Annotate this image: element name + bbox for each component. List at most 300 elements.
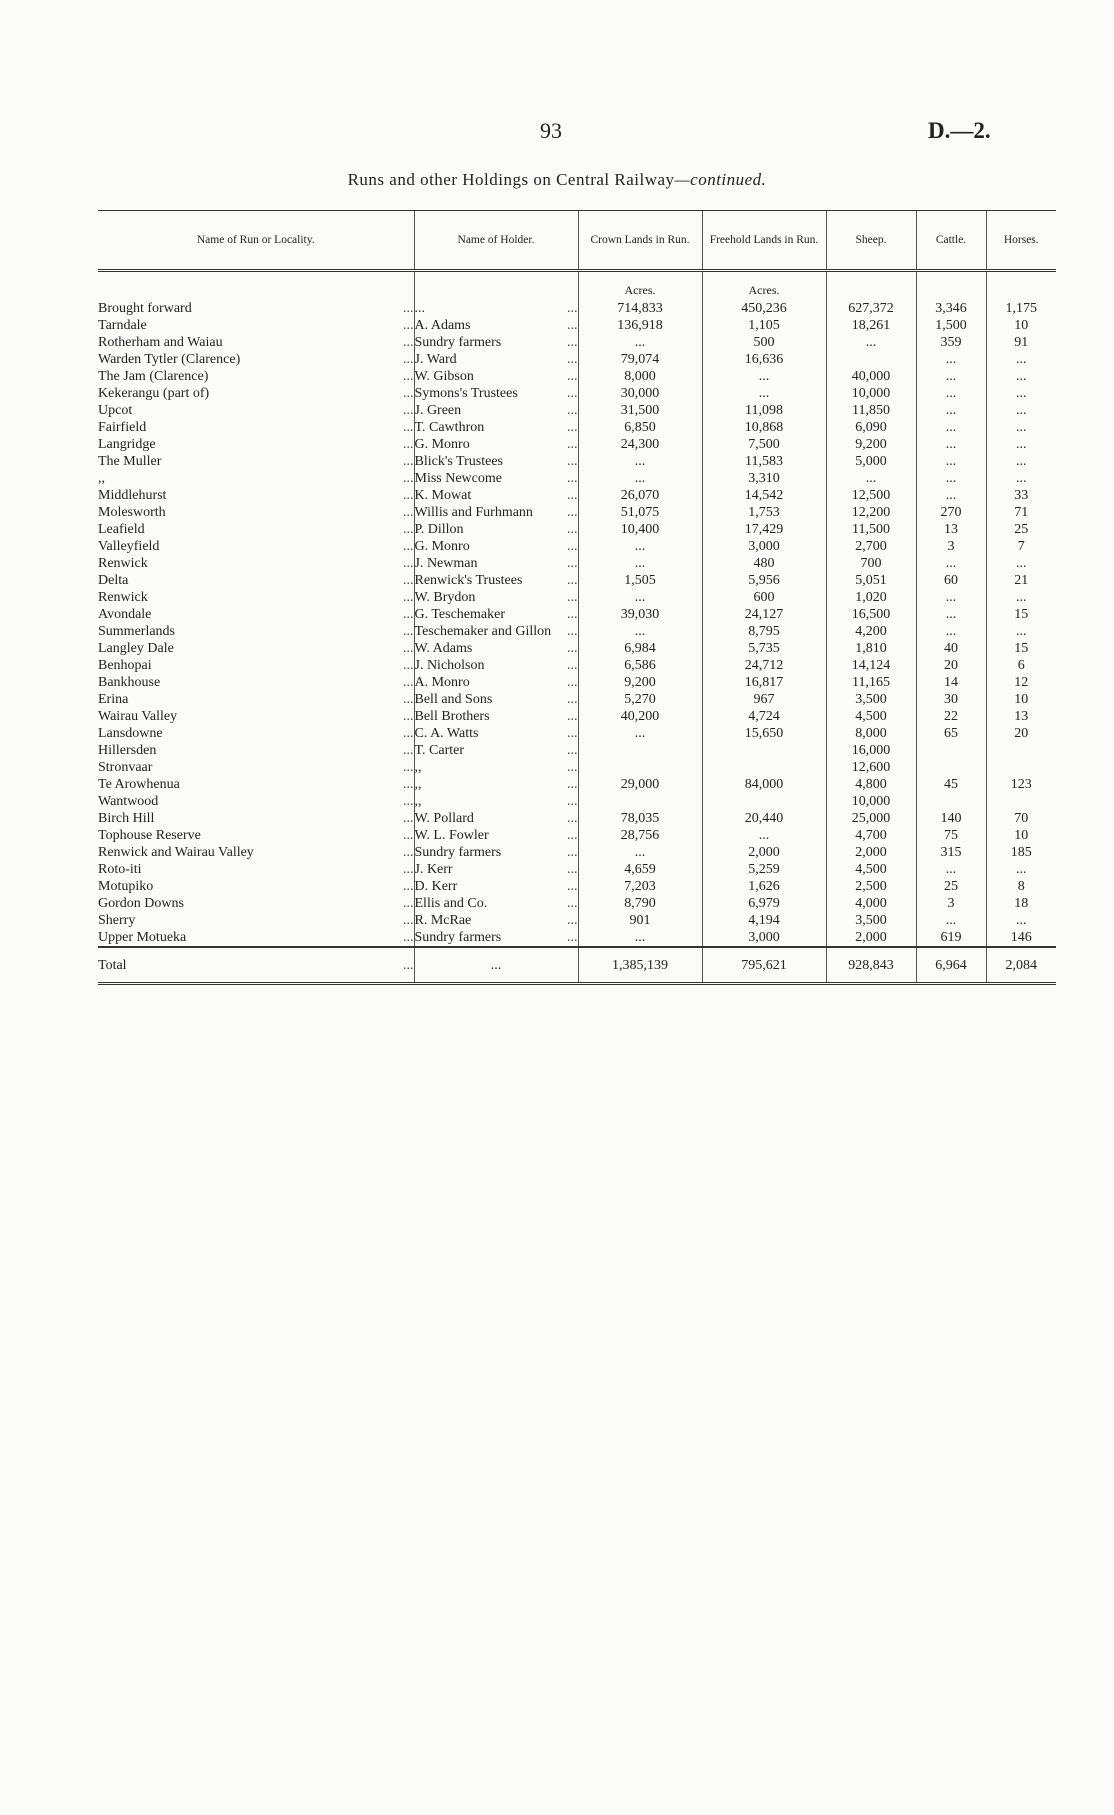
leader-dots: ... (403, 743, 414, 758)
holder-name-cell: T. Carter (414, 742, 564, 759)
freehold-lands-cell (702, 793, 826, 810)
run-name-cell: Renwick and Wairau Valley (98, 845, 254, 860)
cattle-cell: ... (916, 861, 986, 878)
crown-lands-cell: 29,000 (578, 776, 702, 793)
leader-dots: ... (567, 743, 578, 758)
total-cattle: 6,964 (916, 947, 986, 984)
horses-cell: 13 (986, 708, 1056, 725)
leader-dots: ... (567, 573, 578, 588)
run-name-cell: Warden Tytler (Clarence) (98, 352, 241, 367)
cattle-cell (916, 793, 986, 810)
crown-lands-cell (578, 759, 702, 776)
crown-lands-cell: ... (578, 725, 702, 742)
sheep-cell: 1,020 (826, 589, 916, 606)
sheep-cell: 12,600 (826, 759, 916, 776)
crown-lands-cell: 6,586 (578, 657, 702, 674)
crown-lands-cell: 79,074 (578, 351, 702, 368)
cattle-cell: ... (916, 912, 986, 929)
title-suffix: —continued. (674, 170, 767, 189)
run-name-cell: Upcot (98, 403, 133, 418)
run-name-cell: Molesworth (98, 505, 166, 520)
table-row (98, 606, 1056, 623)
table-header-row (98, 211, 1056, 271)
sheep-cell: 16,000 (826, 742, 916, 759)
leader-dots: ... (567, 454, 578, 469)
leader-dots: ... (403, 386, 414, 401)
freehold-units: Acres. (702, 271, 826, 301)
run-name-cell: Brought forward (98, 301, 192, 316)
leader-dots: ... (567, 879, 578, 894)
crown-lands-cell: ... (578, 929, 702, 947)
horses-cell: 10 (986, 317, 1056, 334)
leader-dots: ... (403, 879, 414, 894)
sheep-cell: 25,000 (826, 810, 916, 827)
leader-dots: ... (403, 301, 414, 316)
holder-name-cell: Renwick's Trustees (414, 572, 564, 589)
run-name-cell: Lansdowne (98, 726, 163, 741)
holder-name-cell: A. Monro (414, 674, 564, 691)
sheep-cell: 2,700 (826, 538, 916, 555)
leader-dots: ... (567, 369, 578, 384)
horses-cell (986, 793, 1056, 810)
cattle-cell: 3 (916, 895, 986, 912)
freehold-lands-cell: 1,753 (702, 504, 826, 521)
run-name-cell: Middlehurst (98, 488, 167, 503)
holder-name-cell: W. L. Fowler (414, 827, 564, 844)
run-name-cell: Valleyfield (98, 539, 160, 554)
sheep-cell: 4,000 (826, 895, 916, 912)
freehold-lands-cell: 17,429 (702, 521, 826, 538)
holder-name-cell: ... (414, 300, 564, 317)
leader-dots: ... (567, 811, 578, 826)
run-name-cell: Sherry (98, 913, 136, 928)
leader-dots: ... (567, 675, 578, 690)
holder-name-cell: Blick's Trustees (414, 453, 564, 470)
sheep-cell: 12,500 (826, 487, 916, 504)
horses-cell: ... (986, 623, 1056, 640)
horses-cell: 33 (986, 487, 1056, 504)
sheep-cell: ... (826, 334, 916, 351)
leader-dots: ... (567, 692, 578, 707)
run-name-cell: Avondale (98, 607, 152, 622)
horses-cell: ... (986, 453, 1056, 470)
leader-dots: ... (567, 862, 578, 877)
horses-cell: 15 (986, 606, 1056, 623)
cattle-cell: ... (916, 487, 986, 504)
leader-dots: ... (403, 522, 414, 537)
leader-dots: ... (567, 913, 578, 928)
freehold-lands-cell: 11,583 (702, 453, 826, 470)
holder-name-cell: J. Kerr (414, 861, 564, 878)
horses-cell: 6 (986, 657, 1056, 674)
table-row (98, 334, 1056, 351)
crown-lands-cell: ... (578, 538, 702, 555)
page-number: 93 (540, 118, 562, 143)
leader-dots: ... (567, 607, 578, 622)
sheep-cell: 16,500 (826, 606, 916, 623)
leader-dots: ... (567, 539, 578, 554)
leader-dots: ... (403, 794, 414, 809)
sheep-cell: 8,000 (826, 725, 916, 742)
sheep-cell: 4,500 (826, 708, 916, 725)
leader-dots: ... (567, 352, 578, 367)
holder-name-cell: J. Newman (414, 555, 564, 572)
leader-dots: ... (567, 641, 578, 656)
run-name-cell: Langley Dale (98, 641, 174, 656)
freehold-lands-cell (702, 759, 826, 776)
holder-name-cell: R. McRae (414, 912, 564, 929)
leader-dots: ... (403, 607, 414, 622)
run-name-cell: ,, (98, 471, 105, 486)
table-row (98, 759, 1056, 776)
sheep-cell: 2,500 (826, 878, 916, 895)
freehold-lands-cell: 1,626 (702, 878, 826, 895)
table-row (98, 895, 1056, 912)
cattle-cell: 359 (916, 334, 986, 351)
cattle-cell: ... (916, 589, 986, 606)
sheep-cell: 40,000 (826, 368, 916, 385)
total-horses: 2,084 (986, 947, 1056, 984)
table-row (98, 470, 1056, 487)
cattle-cell: ... (916, 436, 986, 453)
leader-dots: ... (403, 403, 414, 418)
freehold-lands-cell: 15,650 (702, 725, 826, 742)
sheep-cell: 3,500 (826, 912, 916, 929)
sheep-cell: 3,500 (826, 691, 916, 708)
crown-lands-cell: ... (578, 844, 702, 861)
cattle-cell: ... (916, 385, 986, 402)
table-row (98, 861, 1056, 878)
leader-dots: ... (403, 369, 414, 384)
cattle-cell: ... (916, 368, 986, 385)
leader-dots: ... (403, 811, 414, 826)
freehold-lands-cell: 8,795 (702, 623, 826, 640)
horses-cell: 8 (986, 878, 1056, 895)
crown-lands-cell: 51,075 (578, 504, 702, 521)
run-name-cell: Bankhouse (98, 675, 161, 690)
horses-cell: ... (986, 861, 1056, 878)
horses-cell: ... (986, 436, 1056, 453)
sheep-cell: 11,500 (826, 521, 916, 538)
cattle-cell: ... (916, 419, 986, 436)
sheep-cell: 6,090 (826, 419, 916, 436)
sheep-cell: 4,500 (826, 861, 916, 878)
freehold-lands-cell: 24,712 (702, 657, 826, 674)
horses-cell: 7 (986, 538, 1056, 555)
leader-dots: ... (403, 437, 414, 452)
run-name-cell: Kekerangu (part of) (98, 386, 210, 401)
crown-lands-cell: 1,505 (578, 572, 702, 589)
cattle-cell: 619 (916, 929, 986, 947)
freehold-lands-cell: ... (702, 827, 826, 844)
table-row (98, 572, 1056, 589)
table-row (98, 878, 1056, 895)
holder-name-cell: Symons's Trustees (414, 385, 564, 402)
leader-dots: ... (567, 505, 578, 520)
freehold-lands-cell: 6,979 (702, 895, 826, 912)
leader-dots: ... (567, 403, 578, 418)
leader-dots: ... (403, 641, 414, 656)
leader-dots: ... (567, 794, 578, 809)
cattle-cell: ... (916, 555, 986, 572)
title-main: Runs and other Holdings on Central Railway (347, 170, 675, 189)
leader-dots: ... (403, 454, 414, 469)
sheep-cell: 14,124 (826, 657, 916, 674)
freehold-lands-cell: 1,105 (702, 317, 826, 334)
run-name-cell: Langridge (98, 437, 156, 452)
table-row (98, 810, 1056, 827)
holder-name-cell: G. Monro (414, 436, 564, 453)
crown-lands-cell: 39,030 (578, 606, 702, 623)
sheep-cell: 5,000 (826, 453, 916, 470)
sheep-cell: 2,000 (826, 844, 916, 861)
run-name-cell: Tarndale (98, 318, 147, 333)
crown-lands-cell: 5,270 (578, 691, 702, 708)
holder-name-cell: Willis and Furhmann (414, 504, 564, 521)
col-header-horses: Horses. (986, 211, 1056, 271)
run-name-cell: Birch Hill (98, 811, 155, 826)
holder-name-cell: ,, (414, 793, 564, 810)
table-row (98, 827, 1056, 844)
leader-dots: ... (403, 556, 414, 571)
horses-cell: 21 (986, 572, 1056, 589)
crown-lands-cell: 6,984 (578, 640, 702, 657)
leader-dots: ... (403, 335, 414, 350)
table-row (98, 317, 1056, 334)
run-name-cell: Gordon Downs (98, 896, 184, 911)
run-name-cell: Rotherham and Waiau (98, 335, 223, 350)
run-name-cell: Roto-iti (98, 862, 142, 877)
horses-cell: ... (986, 912, 1056, 929)
crown-lands-cell: 901 (578, 912, 702, 929)
sheep-cell: 5,051 (826, 572, 916, 589)
crown-lands-cell: 6,850 (578, 419, 702, 436)
sheep-cell: 9,200 (826, 436, 916, 453)
leader-dots: ... (567, 896, 578, 911)
cattle-cell: 30 (916, 691, 986, 708)
horses-cell: 146 (986, 929, 1056, 947)
holder-name-cell: C. A. Watts (414, 725, 564, 742)
leader-dots: ... (567, 318, 578, 333)
col-header-crown: Crown Lands in Run. (578, 211, 702, 271)
sheep-cell: 4,800 (826, 776, 916, 793)
leader-dots: ... (403, 573, 414, 588)
holder-name-cell: P. Dillon (414, 521, 564, 538)
horses-cell: 70 (986, 810, 1056, 827)
leader-dots: ... (403, 624, 414, 639)
cattle-cell: 14 (916, 674, 986, 691)
freehold-lands-cell: 2,000 (702, 844, 826, 861)
run-name-cell: Wantwood (98, 794, 159, 809)
table-row (98, 725, 1056, 742)
cattle-cell: 140 (916, 810, 986, 827)
freehold-lands-cell: ... (702, 368, 826, 385)
table-row (98, 708, 1056, 725)
horses-cell: 10 (986, 691, 1056, 708)
freehold-lands-cell: ... (702, 385, 826, 402)
cattle-cell: 75 (916, 827, 986, 844)
cattle-cell: ... (916, 623, 986, 640)
freehold-lands-cell: 20,440 (702, 810, 826, 827)
table-row (98, 538, 1056, 555)
total-freehold: 795,621 (702, 947, 826, 984)
holder-name-cell: W. Brydon (414, 589, 564, 606)
cattle-cell: 13 (916, 521, 986, 538)
run-name-cell: Wairau Valley (98, 709, 178, 724)
holder-name-cell: J. Green (414, 402, 564, 419)
freehold-lands-cell: 5,735 (702, 640, 826, 657)
run-name-cell: Benhopai (98, 658, 152, 673)
table-row (98, 385, 1056, 402)
total-holder: ... (414, 947, 578, 984)
horses-cell: 25 (986, 521, 1056, 538)
crown-lands-cell: ... (578, 623, 702, 640)
sheep-cell: 11,165 (826, 674, 916, 691)
leader-dots: ... (403, 471, 414, 486)
leader-dots: ... (403, 862, 414, 877)
leader-dots: ... (403, 539, 414, 554)
freehold-lands-cell (702, 742, 826, 759)
sheep-cell: 18,261 (826, 317, 916, 334)
leader-dots: ... (567, 386, 578, 401)
document-code: D.—2. (928, 118, 991, 143)
sheep-cell: 627,372 (826, 300, 916, 317)
run-name-cell: Motupiko (98, 879, 154, 894)
freehold-lands-cell: 3,000 (702, 538, 826, 555)
leader-dots: ... (403, 352, 414, 367)
table-row (98, 657, 1056, 674)
table-row (98, 623, 1056, 640)
horses-cell: 15 (986, 640, 1056, 657)
freehold-lands-cell: 10,868 (702, 419, 826, 436)
cattle-cell: 20 (916, 657, 986, 674)
cattle-cell: 22 (916, 708, 986, 725)
table-row (98, 742, 1056, 759)
run-name-cell: Te Arowhenua (98, 777, 180, 792)
leader-dots: ... (567, 471, 578, 486)
leader-dots: ... (403, 913, 414, 928)
sheep-cell: 4,700 (826, 827, 916, 844)
holder-name-cell: Sundry farmers (414, 334, 564, 351)
table-row (98, 793, 1056, 810)
cattle-cell: ... (916, 453, 986, 470)
leader-dots: ... (567, 709, 578, 724)
table-row (98, 555, 1056, 572)
holder-name-cell: Teschemaker and Gillon (414, 623, 564, 640)
leader-dots: ... (567, 420, 578, 435)
table-row (98, 521, 1056, 538)
leader-dots: ... (567, 335, 578, 350)
run-name-cell: Erina (98, 692, 129, 707)
holder-name-cell: G. Teschemaker (414, 606, 564, 623)
freehold-lands-cell: 7,500 (702, 436, 826, 453)
cattle-cell: ... (916, 402, 986, 419)
table-title (0, 170, 1114, 190)
leader-dots: ... (403, 828, 414, 843)
crown-lands-cell: 40,200 (578, 708, 702, 725)
cattle-cell: ... (916, 606, 986, 623)
horses-cell: ... (986, 555, 1056, 572)
table-row (98, 402, 1056, 419)
units-row (98, 271, 1056, 301)
freehold-lands-cell: 3,000 (702, 929, 826, 947)
brought-forward-row (98, 300, 1056, 317)
total-sheep: 928,843 (826, 947, 916, 984)
crown-lands-cell: 4,659 (578, 861, 702, 878)
table-body (98, 271, 1056, 948)
cattle-cell: 40 (916, 640, 986, 657)
cattle-cell (916, 759, 986, 776)
run-name-cell: Tophouse Reserve (98, 828, 201, 843)
table-row (98, 504, 1056, 521)
freehold-lands-cell: 84,000 (702, 776, 826, 793)
leader-dots: ... (403, 590, 414, 605)
leader-dots: ... (567, 301, 578, 316)
cattle-cell: 65 (916, 725, 986, 742)
freehold-lands-cell: 450,236 (702, 300, 826, 317)
table-row (98, 589, 1056, 606)
table-row (98, 674, 1056, 691)
freehold-lands-cell: 16,817 (702, 674, 826, 691)
horses-cell: 91 (986, 334, 1056, 351)
leader-dots: ... (403, 420, 414, 435)
cattle-cell: 315 (916, 844, 986, 861)
crown-lands-cell: 136,918 (578, 317, 702, 334)
holder-name-cell: Sundry farmers (414, 929, 564, 947)
crown-lands-cell: 8,790 (578, 895, 702, 912)
crown-lands-cell: 7,203 (578, 878, 702, 895)
table-row (98, 929, 1056, 947)
freehold-lands-cell: 24,127 (702, 606, 826, 623)
sheep-cell: 700 (826, 555, 916, 572)
leader-dots: ... (567, 777, 578, 792)
sheep-cell: 10,000 (826, 793, 916, 810)
horses-cell (986, 759, 1056, 776)
crown-lands-cell: 78,035 (578, 810, 702, 827)
col-header-sheep: Sheep. (826, 211, 916, 271)
col-header-locality: Name of Run or Locality. (98, 211, 414, 271)
leader-dots: ... (403, 896, 414, 911)
crown-lands-cell (578, 793, 702, 810)
leader-dots: ... (403, 675, 414, 690)
sheep-cell: 10,000 (826, 385, 916, 402)
run-name-cell: Renwick (98, 590, 148, 605)
cattle-cell: 1,500 (916, 317, 986, 334)
crown-lands-cell: ... (578, 470, 702, 487)
leader-dots: ... (316, 947, 414, 984)
horses-cell: 20 (986, 725, 1056, 742)
cattle-cell: 45 (916, 776, 986, 793)
table-row (98, 776, 1056, 793)
holder-name-cell: G. Monro (414, 538, 564, 555)
sheep-cell: 11,850 (826, 402, 916, 419)
run-name-cell: Renwick (98, 556, 148, 571)
horses-cell: 71 (986, 504, 1056, 521)
freehold-lands-cell: 3,310 (702, 470, 826, 487)
horses-cell: 185 (986, 844, 1056, 861)
crown-lands-cell: ... (578, 589, 702, 606)
cattle-cell: 3,346 (916, 300, 986, 317)
leader-dots: ... (403, 505, 414, 520)
holder-name-cell: ,, (414, 776, 564, 793)
run-name-cell: Hillersden (98, 743, 157, 758)
holder-name-cell: Bell and Sons (414, 691, 564, 708)
cattle-cell: ... (916, 351, 986, 368)
crown-lands-cell: 24,300 (578, 436, 702, 453)
table-row (98, 487, 1056, 504)
total-crown: 1,385,139 (578, 947, 702, 984)
runs-holdings-table (98, 210, 1056, 985)
